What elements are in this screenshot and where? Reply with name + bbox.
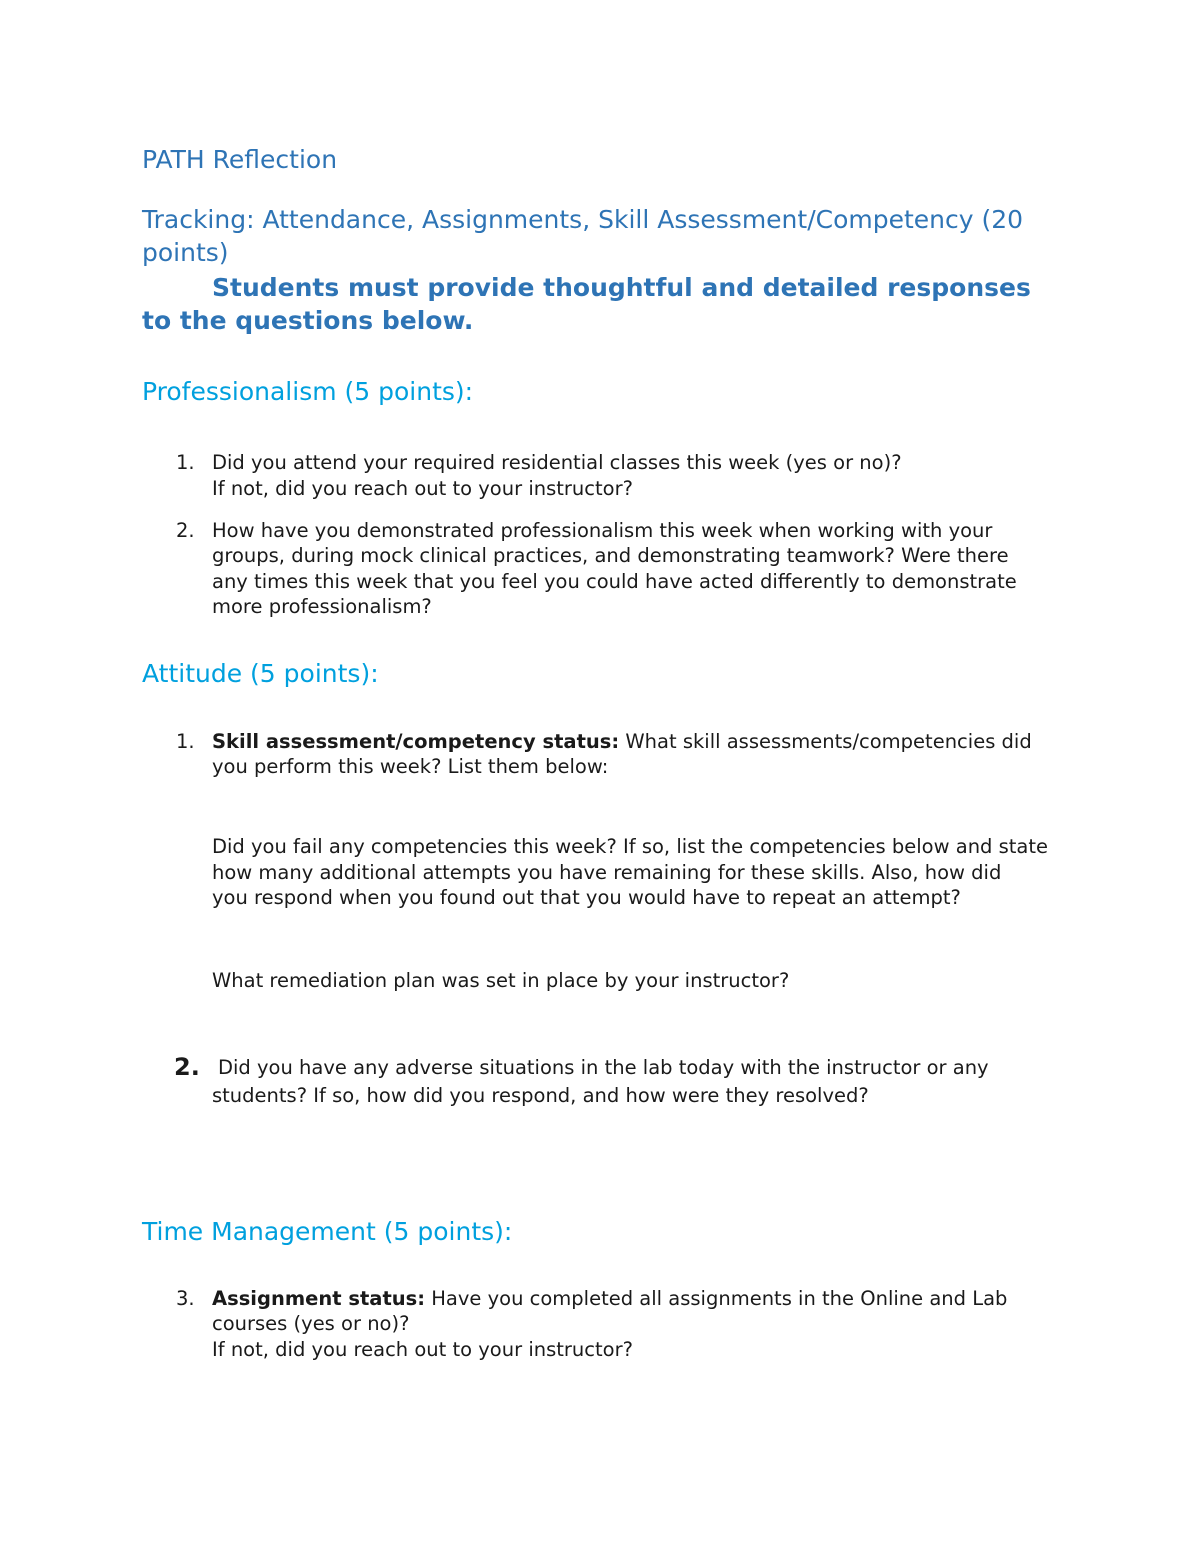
question-text: Did you fail any competencies this week? If so, list the competencies below and state	[212, 835, 1049, 858]
question-text: you perform this week? List them below:	[212, 755, 609, 778]
question-text: Did you have any adverse situations in the lab today with the instructor or any	[218, 1056, 989, 1079]
question-text: If not, did you reach out to your instructor?	[212, 477, 633, 500]
question-text	[212, 1286, 1007, 1312]
question-bold-label: Assignment status:	[212, 1287, 426, 1310]
section-heading-time-management: Time Management (5 points):	[142, 1217, 513, 1246]
question-text: courses (yes or no)?	[212, 1312, 410, 1335]
question-text: What remediation plan was set in place by your instructor?	[212, 969, 790, 992]
tracking-line-2: points)	[142, 238, 229, 267]
question-text: any times this week that you feel you could have acted differently to demonstrate	[212, 570, 1017, 593]
list-number: 1.	[176, 730, 195, 753]
document-title: PATH Reflection	[142, 145, 338, 174]
question-text: more professionalism?	[212, 595, 432, 618]
list-number: 1.	[176, 451, 195, 474]
question-bold-label: Skill assessment/competency status:	[212, 730, 620, 753]
question-text: How have you demonstrated professionalism this week when working with your	[212, 519, 993, 542]
question-text: how many additional attempts you have remaining for these skills. Also, how did	[212, 861, 1002, 884]
question-text: Did you attend your required residential classes this week (yes or no)?	[212, 451, 902, 474]
question-text: groups, during mock clinical practices, and demonstrating teamwork? Were there	[212, 544, 1009, 567]
section-heading-professionalism: Professionalism (5 points):	[142, 377, 474, 406]
list-number: 2.	[174, 1053, 200, 1081]
question-text: If not, did you reach out to your instructor?	[212, 1338, 633, 1361]
question-text-rest: What skill assessments/competencies did	[619, 730, 1032, 753]
notice-line-1: Students must provide thoughtful and detailed responses	[212, 273, 1031, 302]
question-text: you respond when you found out that you would have to repeat an attempt?	[212, 886, 961, 909]
list-number: 3.	[176, 1287, 195, 1310]
list-number: 2.	[176, 519, 195, 542]
section-heading-attitude: Attitude (5 points):	[142, 659, 379, 688]
notice-line-2: to the questions below.	[142, 306, 474, 335]
question-text-rest: Have you completed all assignments in the Online and Lab	[425, 1287, 1008, 1310]
tracking-line-1: Tracking: Attendance, Assignments, Skill Assessment/Competency (20	[142, 205, 1024, 234]
question-text: students? If so, how did you respond, and how were they resolved?	[212, 1084, 869, 1107]
question-text	[212, 729, 1032, 755]
